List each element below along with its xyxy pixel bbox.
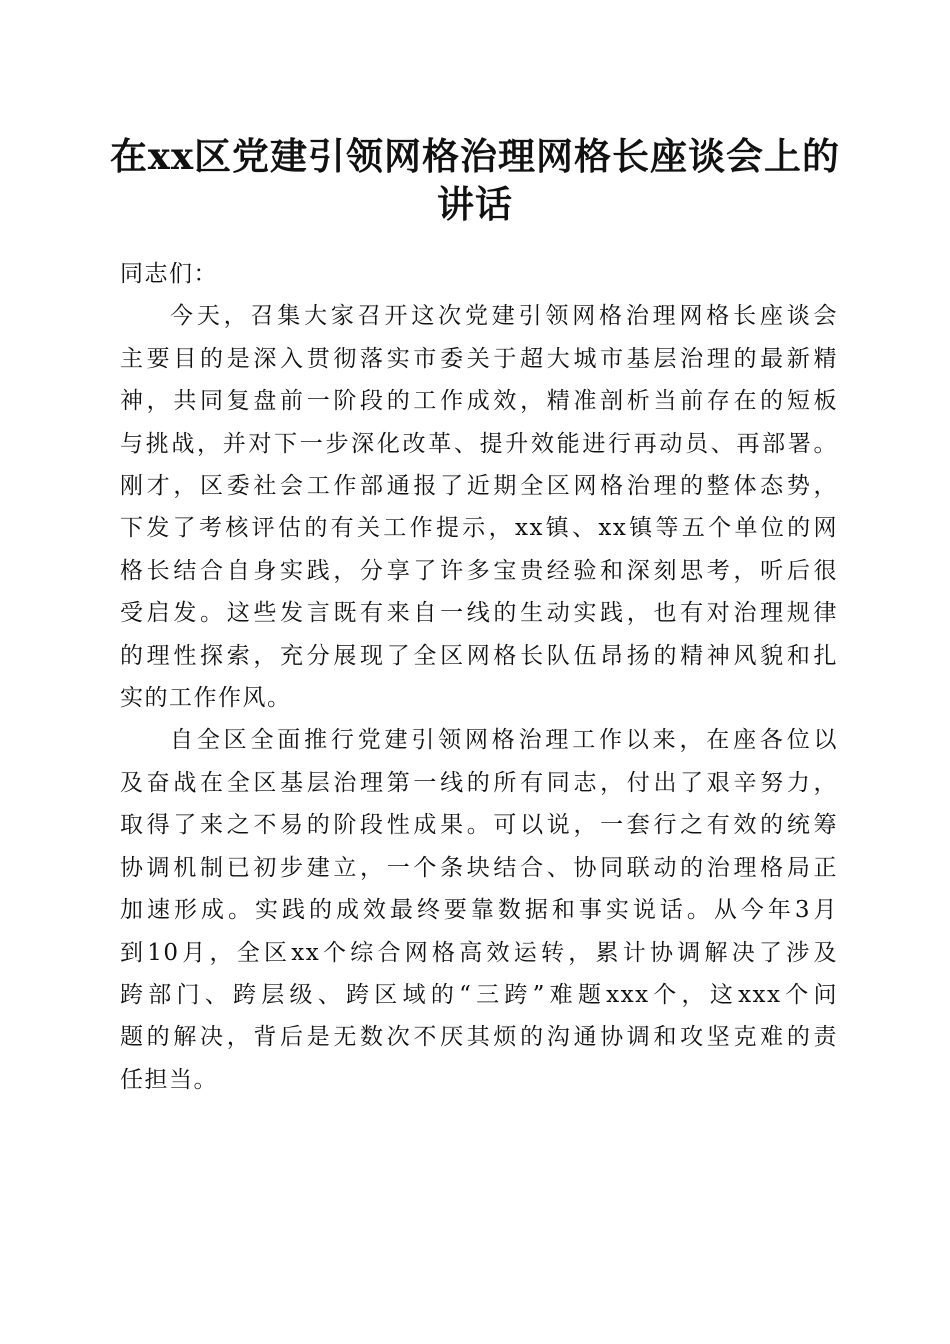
- paragraph-line: 的理性探索，充分展现了全区网格长队伍昂扬的精神风貌和扎: [120, 642, 838, 669]
- paragraph-line: 下发了考核评估的有关工作提示，xx镇、xx镇等五个单位的网: [120, 515, 838, 542]
- paragraph-line: 协调机制已初步建立，一个条块结合、协同联动的治理格局正: [120, 854, 838, 881]
- salutation-text: 同志们：: [120, 261, 218, 287]
- paragraph-line: 任担当。: [120, 1066, 218, 1093]
- paragraph-line: 格长结合自身实践，分享了许多宝贵经验和深刻思考，听后很: [120, 557, 838, 584]
- document-body: [120, 253, 838, 1101]
- paragraph-line: 取得了来之不易的阶段性成果。可以说，一套行之有效的统筹: [120, 812, 838, 839]
- paragraph-line: 实的工作作风。: [120, 685, 292, 712]
- paragraph-line: 神，共同复盘前一阶段的工作成效，精准剖析当前存在的短板: [120, 388, 838, 415]
- paragraph-1: [120, 295, 838, 719]
- document-title: [100, 132, 850, 228]
- paragraph-2: [120, 719, 838, 1101]
- paragraph-line: 受启发。这些发言既有来自一线的生动实践，也有对治理规律: [120, 600, 838, 627]
- paragraph-line: 到10月，全区xx个综合网格高效运转，累计协调解决了涉及: [120, 939, 838, 966]
- paragraph-line: 主要目的是深入贯彻落实市委关于超大城市基层治理的最新精: [120, 345, 838, 372]
- paragraph-line: 跨部门、跨层级、跨区域的“三跨”难题xxx个，这xxx个问: [120, 981, 838, 1008]
- paragraph-line: 及奋战在全区基层治理第一线的所有同志，付出了艰辛努力，: [120, 769, 838, 796]
- paragraph-line: 加速形成。实践的成效最终要靠数据和事实说话。从今年3月: [120, 897, 838, 924]
- paragraph-line: 今天，召集大家召开这次党建引领网格治理网格长座谈会: [170, 303, 838, 330]
- paragraph-line: 题的解决，背后是无数次不厌其烦的沟通协调和攻坚克难的责: [120, 1024, 838, 1051]
- paragraph-line: 刚才，区委社会工作部通报了近期全区网格治理的整体态势，: [120, 473, 838, 500]
- title-line-1: 在xx区党建引领网格治理网格长座谈会上的: [109, 134, 841, 178]
- paragraph-line: 与挑战，并对下一步深化改革、提升效能进行再动员、再部署。: [120, 430, 838, 457]
- salutation: [120, 253, 838, 295]
- paragraph-line: 自全区全面推行党建引领网格治理工作以来，在座各位以: [170, 727, 838, 754]
- title-line-2: 讲话: [437, 182, 513, 226]
